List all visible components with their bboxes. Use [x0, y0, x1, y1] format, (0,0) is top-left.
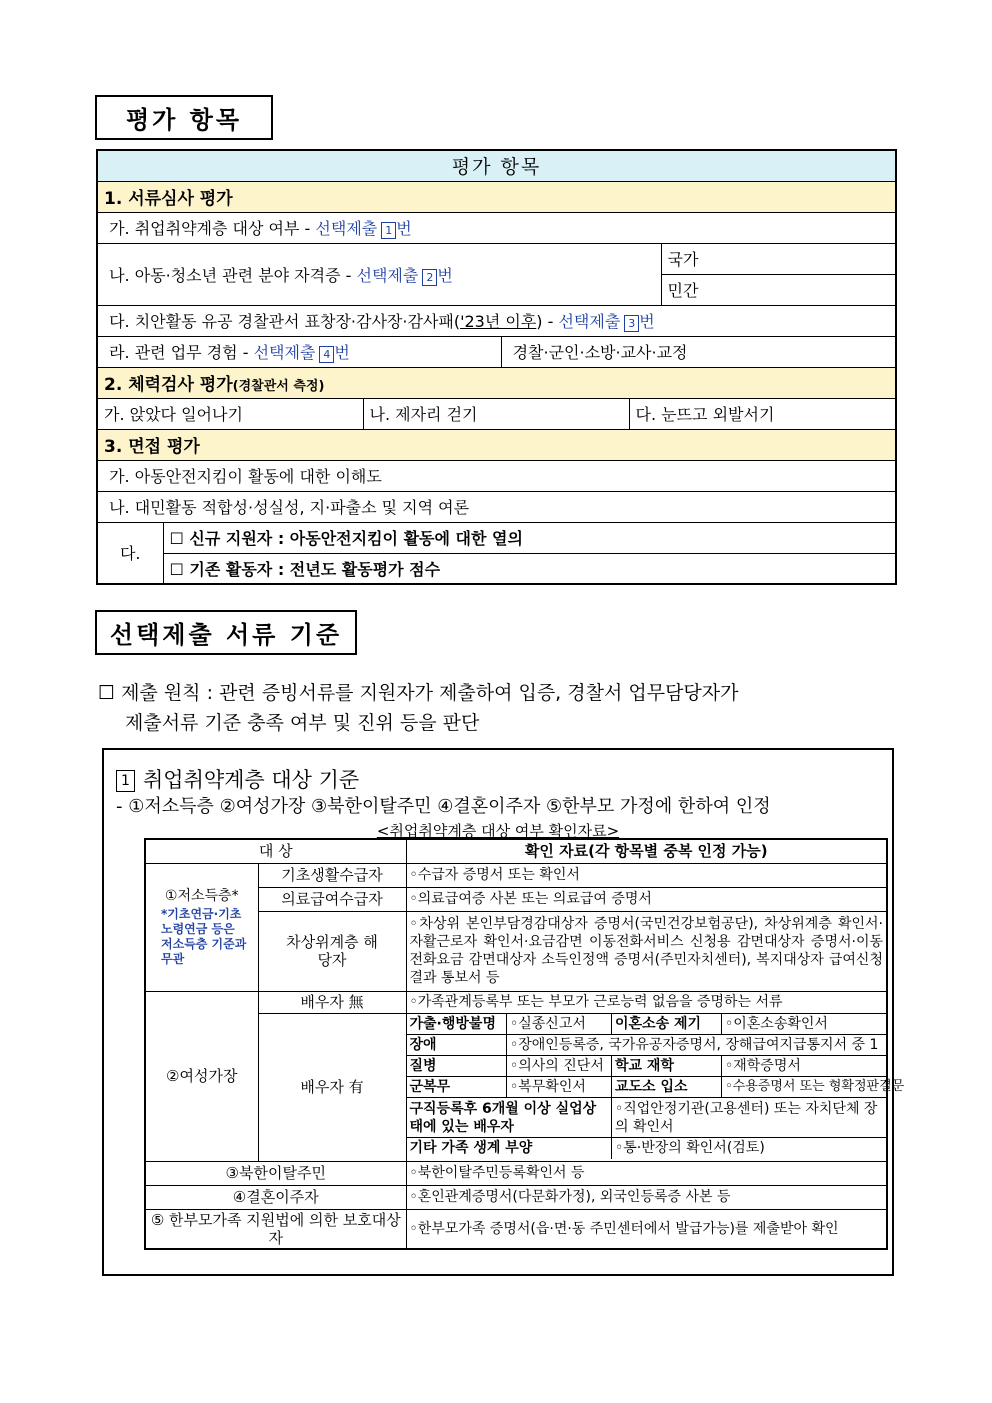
with-spouse-docs: [406, 1013, 905, 1161]
north-korean-label: ③북한이탈주민: [145, 1161, 406, 1185]
criteria-description: - ①저소득층 ②여성가장 ③북한이탈주민 ④결혼이주자 ⑤한부모 가정에 한하여 인정: [116, 796, 771, 817]
medical-aid-doc: ◦의료급여증 사본 또는 의료급여 증명서: [406, 887, 887, 911]
fitness-sit-up: 가. 앉았다 일어나기: [97, 398, 363, 429]
unemployed-key: 구직등록후 6개월 이상 실업상태에 있는 배우자: [407, 1098, 612, 1138]
disability-doc: ◦장애인등록증, 국가유공자증명서, 장해급여지급통지서 중 1: [507, 1035, 887, 1056]
military-key: 군복무: [407, 1077, 507, 1098]
interview-new-applicant: ☐ 신규 지원자 : 아동안전지킴이 활동에 대한 열의: [163, 522, 896, 553]
work-experience-fields: 경찰·군인·소방·교사·교정: [501, 336, 896, 367]
section-document-review: 1. 서류심사 평가: [97, 181, 896, 212]
principle-line-2: 제출서류 기준 충족 여부 및 진위 등을 판단: [125, 712, 480, 734]
low-income-note: *기초연금·기초노령연금 등은 저소득층 기준과 무관: [161, 907, 247, 966]
military-doc: ◦복무확인서: [507, 1077, 612, 1098]
interview-existing-member: ☐ 기존 활동자 : 전년도 활동평가 점수: [163, 553, 896, 584]
school-key: 학교 재학: [612, 1056, 722, 1077]
col-target: 대 상: [145, 839, 406, 863]
fitness-balance: 다. 눈뜨고 외발서기: [629, 398, 896, 429]
row-police-award: 다. 치안활동 유공 경찰관서 표창장·감사장·감사패('23년 이후) - 선택제출 3 번: [97, 305, 896, 336]
col-documents: 확인 자료(각 항목별 중복 인정 가능): [406, 839, 887, 863]
illness-doc: ◦의사의 진단서: [507, 1056, 612, 1077]
near-poverty-label: 차상위계층 해당자: [258, 911, 406, 991]
illness-key: 질병: [407, 1056, 507, 1077]
unemployed-doc: ◦직업안정기관(고용센터) 또는 자치단체 장의 확인서: [612, 1098, 887, 1138]
no-spouse-label: 배우자 無: [258, 991, 406, 1013]
disability-key: 장애: [407, 1035, 507, 1056]
divorce-doc: ◦이혼소송확인서: [722, 1014, 887, 1035]
basic-livelihood-doc: ◦수급자 증명서 또는 확인서: [406, 863, 887, 887]
runaway-doc: ◦실종신고서: [507, 1014, 612, 1035]
north-korean-doc: ◦북한이탈주민등록확인서 등: [406, 1161, 887, 1185]
runaway-key: 가출·행방불명: [407, 1014, 507, 1035]
submission-principle: [98, 678, 903, 738]
prison-doc: ◦수용증명서 또는 형확정판결문: [722, 1077, 887, 1098]
single-parent-doc: ◦한부모가족 증명서(읍·면·동 주민센터에서 발급가능)를 제출받아 확인: [406, 1209, 887, 1249]
other-support-key: 기타 가족 생계 부양: [407, 1138, 612, 1159]
evaluation-table: [96, 149, 897, 585]
other-support-doc: ◦통·반장의 확인서(검토): [612, 1138, 887, 1159]
basic-livelihood-label: 기초생활수급자: [258, 863, 406, 887]
marriage-migrant-doc: ◦혼인관계증명서(다문화가정), 외국인등록증 사본 등: [406, 1185, 887, 1209]
criteria-caption: <취업취약계층 대상 여부 확인자료>: [376, 822, 620, 840]
criteria-table: [144, 838, 905, 1250]
with-spouse-label: 배우자 有: [258, 1013, 406, 1161]
no-spouse-doc: ◦가족관계등록부 또는 부모가 근로능력 없음을 증명하는 서류: [406, 991, 887, 1013]
row-vulnerable-group: 가. 취업취약계층 대상 여부 - 선택제출 1 번: [97, 212, 896, 243]
prison-key: 교도소 입소: [612, 1077, 722, 1098]
row-certificate: 나. 아동·청소년 관련 분야 자격증 - 선택제출 2 번: [97, 243, 661, 305]
interview-suitability: 나. 대민활동 적합성·성실성, 지·파출소 및 지역 여론: [97, 491, 896, 522]
principle-line-1: ☐ 제출 원칙 : 관련 증빙서류를 지원자가 제출하여 입증, 경찰서 업무담당자가: [98, 682, 739, 704]
interview-c-label: 다.: [97, 522, 163, 584]
school-doc: ◦재학증명서: [722, 1056, 887, 1077]
fitness-walk: 나. 제자리 걷기: [363, 398, 629, 429]
with-spouse-subtable: [407, 1014, 905, 1159]
marriage-migrant-label: ④결혼이주자: [145, 1185, 406, 1209]
row-work-experience: 라. 관련 업무 경험 - 선택제출 4 번: [97, 336, 501, 367]
low-income-cell: ①저소득층* *기초연금·기초노령연금 등은 저소득층 기준과 무관: [145, 863, 258, 991]
cert-private: 민간: [661, 274, 896, 305]
female-head-label: ②여성가장: [145, 991, 258, 1161]
section-fitness-test: 2. 체력검사 평가(경찰관서 측정): [97, 367, 896, 398]
single-parent-label: ⑤ 한부모가족 지원법에 의한 보호대상자: [145, 1209, 406, 1249]
interview-understanding: 가. 아동안전지킴이 활동에 대한 이해도: [97, 460, 896, 491]
near-poverty-doc: ◦차상위 본인부담경감대상자 증명서(국민건강보험공단), 차상위계층 확인서·자활근로자 확인서·요금감면 이동전화서비스 신청용 감면대상자 증명서·이동전화요금 감면대상자 소득인정액 증명서(주민자치센터), 복지대상자 급여신청 결과 통보서 등: [406, 911, 887, 991]
criteria-box: [102, 748, 905, 1276]
eval-section-title: 평가 항목: [95, 95, 273, 140]
eval-table-header: 평가 항목: [97, 150, 896, 181]
docs-section-title: 선택제출 서류 기준: [95, 610, 357, 655]
cert-national: 국가: [661, 243, 896, 274]
medical-aid-label: 의료급여수급자: [258, 887, 406, 911]
divorce-key: 이혼소송 제기: [612, 1014, 722, 1035]
criteria-title: 1 취업취약계층 대상 기준: [116, 764, 359, 794]
section-interview: 3. 면접 평가: [97, 429, 896, 460]
